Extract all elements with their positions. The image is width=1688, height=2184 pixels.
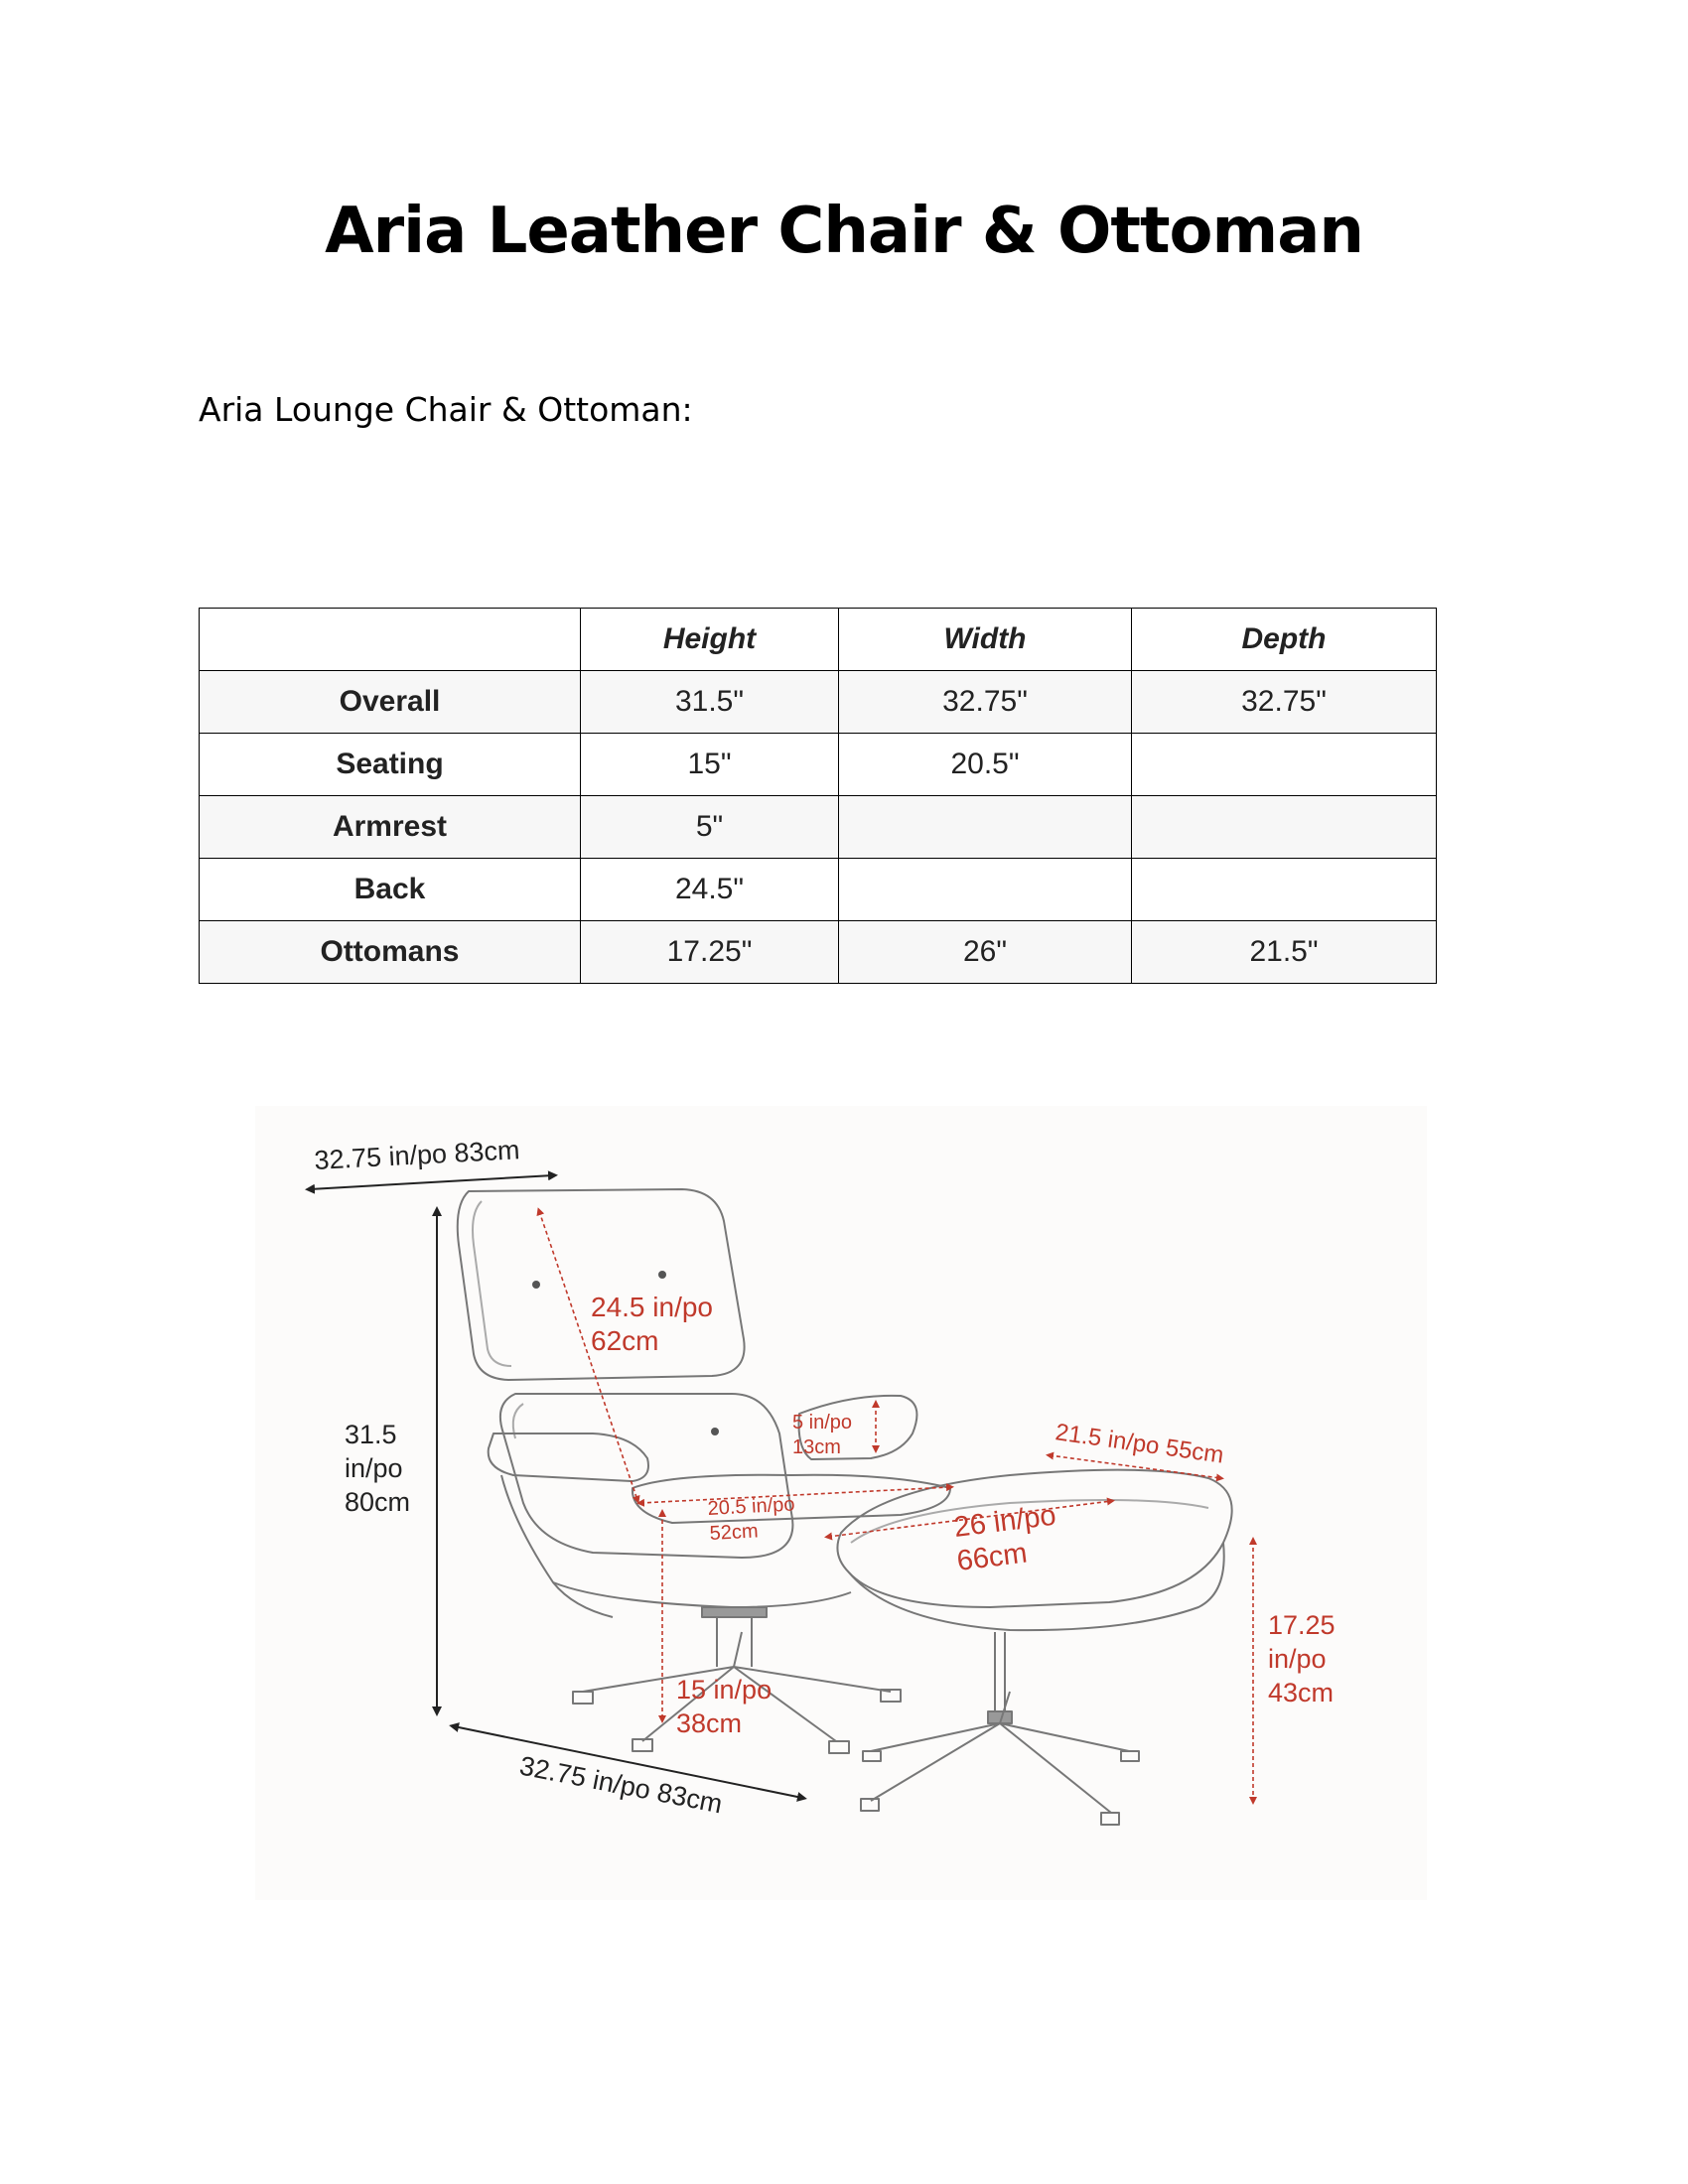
document-subtitle: Aria Lounge Chair & Ottoman:	[199, 390, 693, 429]
label-base-depth: 32.75 in/po 83cm	[516, 1750, 725, 1820]
label-top-width: 32.75 in/po 83cm	[313, 1135, 521, 1175]
row-label: Overall	[200, 671, 581, 734]
label-ottoman-depth: 21.5 in/po 55cm	[1054, 1419, 1226, 1469]
row-label: Armrest	[200, 796, 581, 859]
table-row-armrest	[200, 796, 1437, 859]
label-armrest-2: 13cm	[792, 1436, 841, 1458]
table-header-depth: Depth	[1132, 609, 1437, 671]
cell-height: 31.5"	[581, 671, 839, 734]
cell-height: 5"	[581, 796, 839, 859]
table-row-back	[200, 859, 1437, 921]
cell-width: 32.75"	[839, 671, 1132, 734]
cell-width: 20.5"	[839, 734, 1132, 796]
label-ottoman-height-2: in/po	[1268, 1644, 1327, 1674]
ottoman-pedestal	[995, 1632, 1005, 1711]
cell-height: 17.25"	[581, 921, 839, 984]
table-header-height: Height	[581, 609, 839, 671]
cell-width: 26"	[839, 921, 1132, 984]
cell-width	[839, 796, 1132, 859]
table-header-width: Width	[839, 609, 1132, 671]
row-label: Seating	[200, 734, 581, 796]
label-ottoman-height-1: 17.25	[1268, 1610, 1336, 1640]
table-header-row	[200, 609, 1437, 671]
label-back-1: 24.5 in/po	[591, 1292, 713, 1322]
row-label: Ottomans	[200, 921, 581, 984]
label-seat-height-1: 15 in/po	[676, 1675, 773, 1705]
label-seat-width-2: 52cm	[709, 1520, 760, 1545]
ottoman-star-base	[871, 1692, 1129, 1813]
label-seat-width-1: 20.5 in/po	[707, 1493, 796, 1520]
cell-depth: 32.75"	[1132, 671, 1437, 734]
label-overall-height-3: 80cm	[345, 1487, 411, 1517]
label-ottoman-height-3: 43cm	[1268, 1678, 1335, 1707]
label-ottoman-width-1: 26 in/po	[951, 1499, 1058, 1544]
cell-depth: 21.5"	[1132, 921, 1437, 984]
top-width-line	[310, 1175, 553, 1189]
cell-height: 24.5"	[581, 859, 839, 921]
ottoman-cushion	[837, 1470, 1231, 1607]
label-overall-height-2: in/po	[345, 1453, 403, 1483]
table-row-seating	[200, 734, 1437, 796]
chair-left-armrest	[489, 1433, 648, 1481]
cell-depth	[1132, 859, 1437, 921]
document-title: Aria Leather Chair & Ottoman	[325, 195, 1363, 268]
label-armrest-1: 5 in/po	[792, 1412, 853, 1433]
table-header-empty	[200, 609, 581, 671]
table-row-ottomans	[200, 921, 1437, 984]
table-row-overall	[200, 671, 1437, 734]
cell-height: 15"	[581, 734, 839, 796]
label-back-2: 62cm	[591, 1325, 659, 1356]
dimension-diagram	[255, 1106, 1427, 1900]
lounge-chair-illustration	[458, 1189, 950, 1753]
cell-width	[839, 859, 1132, 921]
label-ottoman-width-2: 66cm	[954, 1537, 1030, 1577]
row-label: Back	[200, 859, 581, 921]
dimensions-table	[199, 608, 1437, 984]
cell-depth	[1132, 734, 1437, 796]
cell-depth	[1132, 796, 1437, 859]
label-seat-height-2: 38cm	[676, 1708, 743, 1738]
label-overall-height-1: 31.5	[345, 1420, 397, 1449]
